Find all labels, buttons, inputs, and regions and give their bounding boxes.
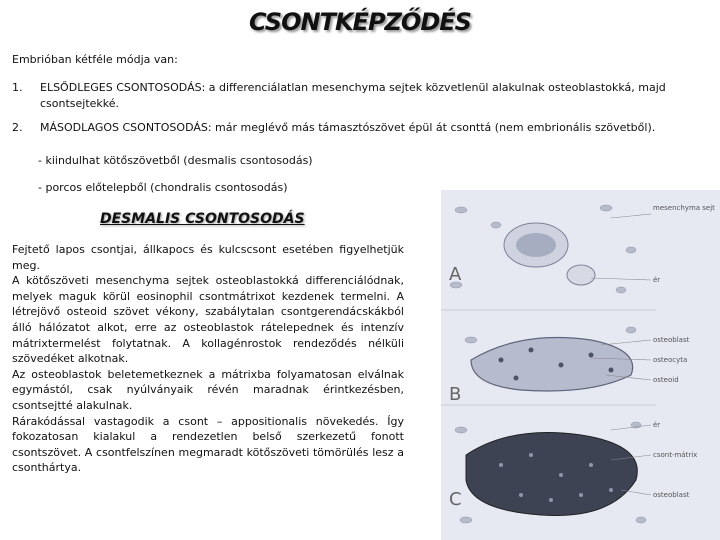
figure-label: ér [653,421,661,429]
list-item-number: 1. [12,81,23,94]
figure-label: osteoblast [653,491,690,499]
paragraph: Rárakódással vastagodik a csont – appositionalis növekedés. Így fokozatosan kialakul a rendezetlen belső szerkezetű fonott csontszövet. A csontfelszínen megmaradt kötőszöveti tömörülés lesz a csonthártya. [12,414,404,475]
panel-letter-b: B [449,384,462,405]
figure-label: csont-mátrix [653,451,698,459]
list-item [12,80,712,112]
list-item-text: MÁSODLAGOS CSONTOSODÁS: már meglévő más támasztószövet épül át csonttá (nem embrionális szövetből). [40,121,656,134]
figure-label: mesenchyma sejt [653,204,715,212]
page-title: CSONTKÉPZŐDÉS [249,8,471,36]
section-body [12,242,404,476]
histology-figure [441,190,720,540]
list-item [12,120,712,136]
panel-letter-a: A [449,264,462,285]
list-item-text: ELSŐDLEGES CSONTOSODÁS: a differenciálatlan mesenchyma sejtek közvetlenül alakulnak osteoblastokká, majd csontsejtekké. [40,81,666,110]
panel-letter-c: C [449,489,462,510]
figure-label: osteocyta [653,356,688,364]
sub-item-desmalis: - kiindulhat kötőszövetből (desmalis csontosodás) [38,154,313,167]
figure-label: osteoblast [653,336,690,344]
paragraph: A kötőszöveti mesenchyma sejtek osteoblastokká differenciálódnak, melyek maguk körül eosinophil csontmátrixot kezdenek termelni. A létrejövő osteoid szövet vékony, szabálytalan csontgerendácskákból álló hálózatot alkot, erre az osteoblastok rátelepednek és intenzív mátrixtermelést folytatnak. A kollagénrostok rendeződés nélküli szövedéket alkotnak. [12,274,404,366]
figure-label: osteoid [653,376,679,384]
ossification-types-list [12,80,712,144]
list-item-number: 2. [12,121,23,134]
intro-text: Embrióban kétféle módja van: [12,53,178,66]
paragraph: Fejtető lapos csontjai, állkapocs és kulcscsont esetében figyelhetjük meg. [12,243,404,272]
sub-item-chondralis: - porcos előtelepből (chondralis csontosodás) [38,181,288,194]
section-heading: DESMALIS CSONTOSODÁS [100,211,305,227]
histology-illustration [441,190,720,540]
figure-label: ér [653,276,661,284]
paragraph: Az osteoblastok beletemetkeznek a mátrixba folyamatosan elválnak egymástól, csak nyúlványaik révén maradnak érintkezésben, csontsejtté alakulnak. [12,367,404,412]
